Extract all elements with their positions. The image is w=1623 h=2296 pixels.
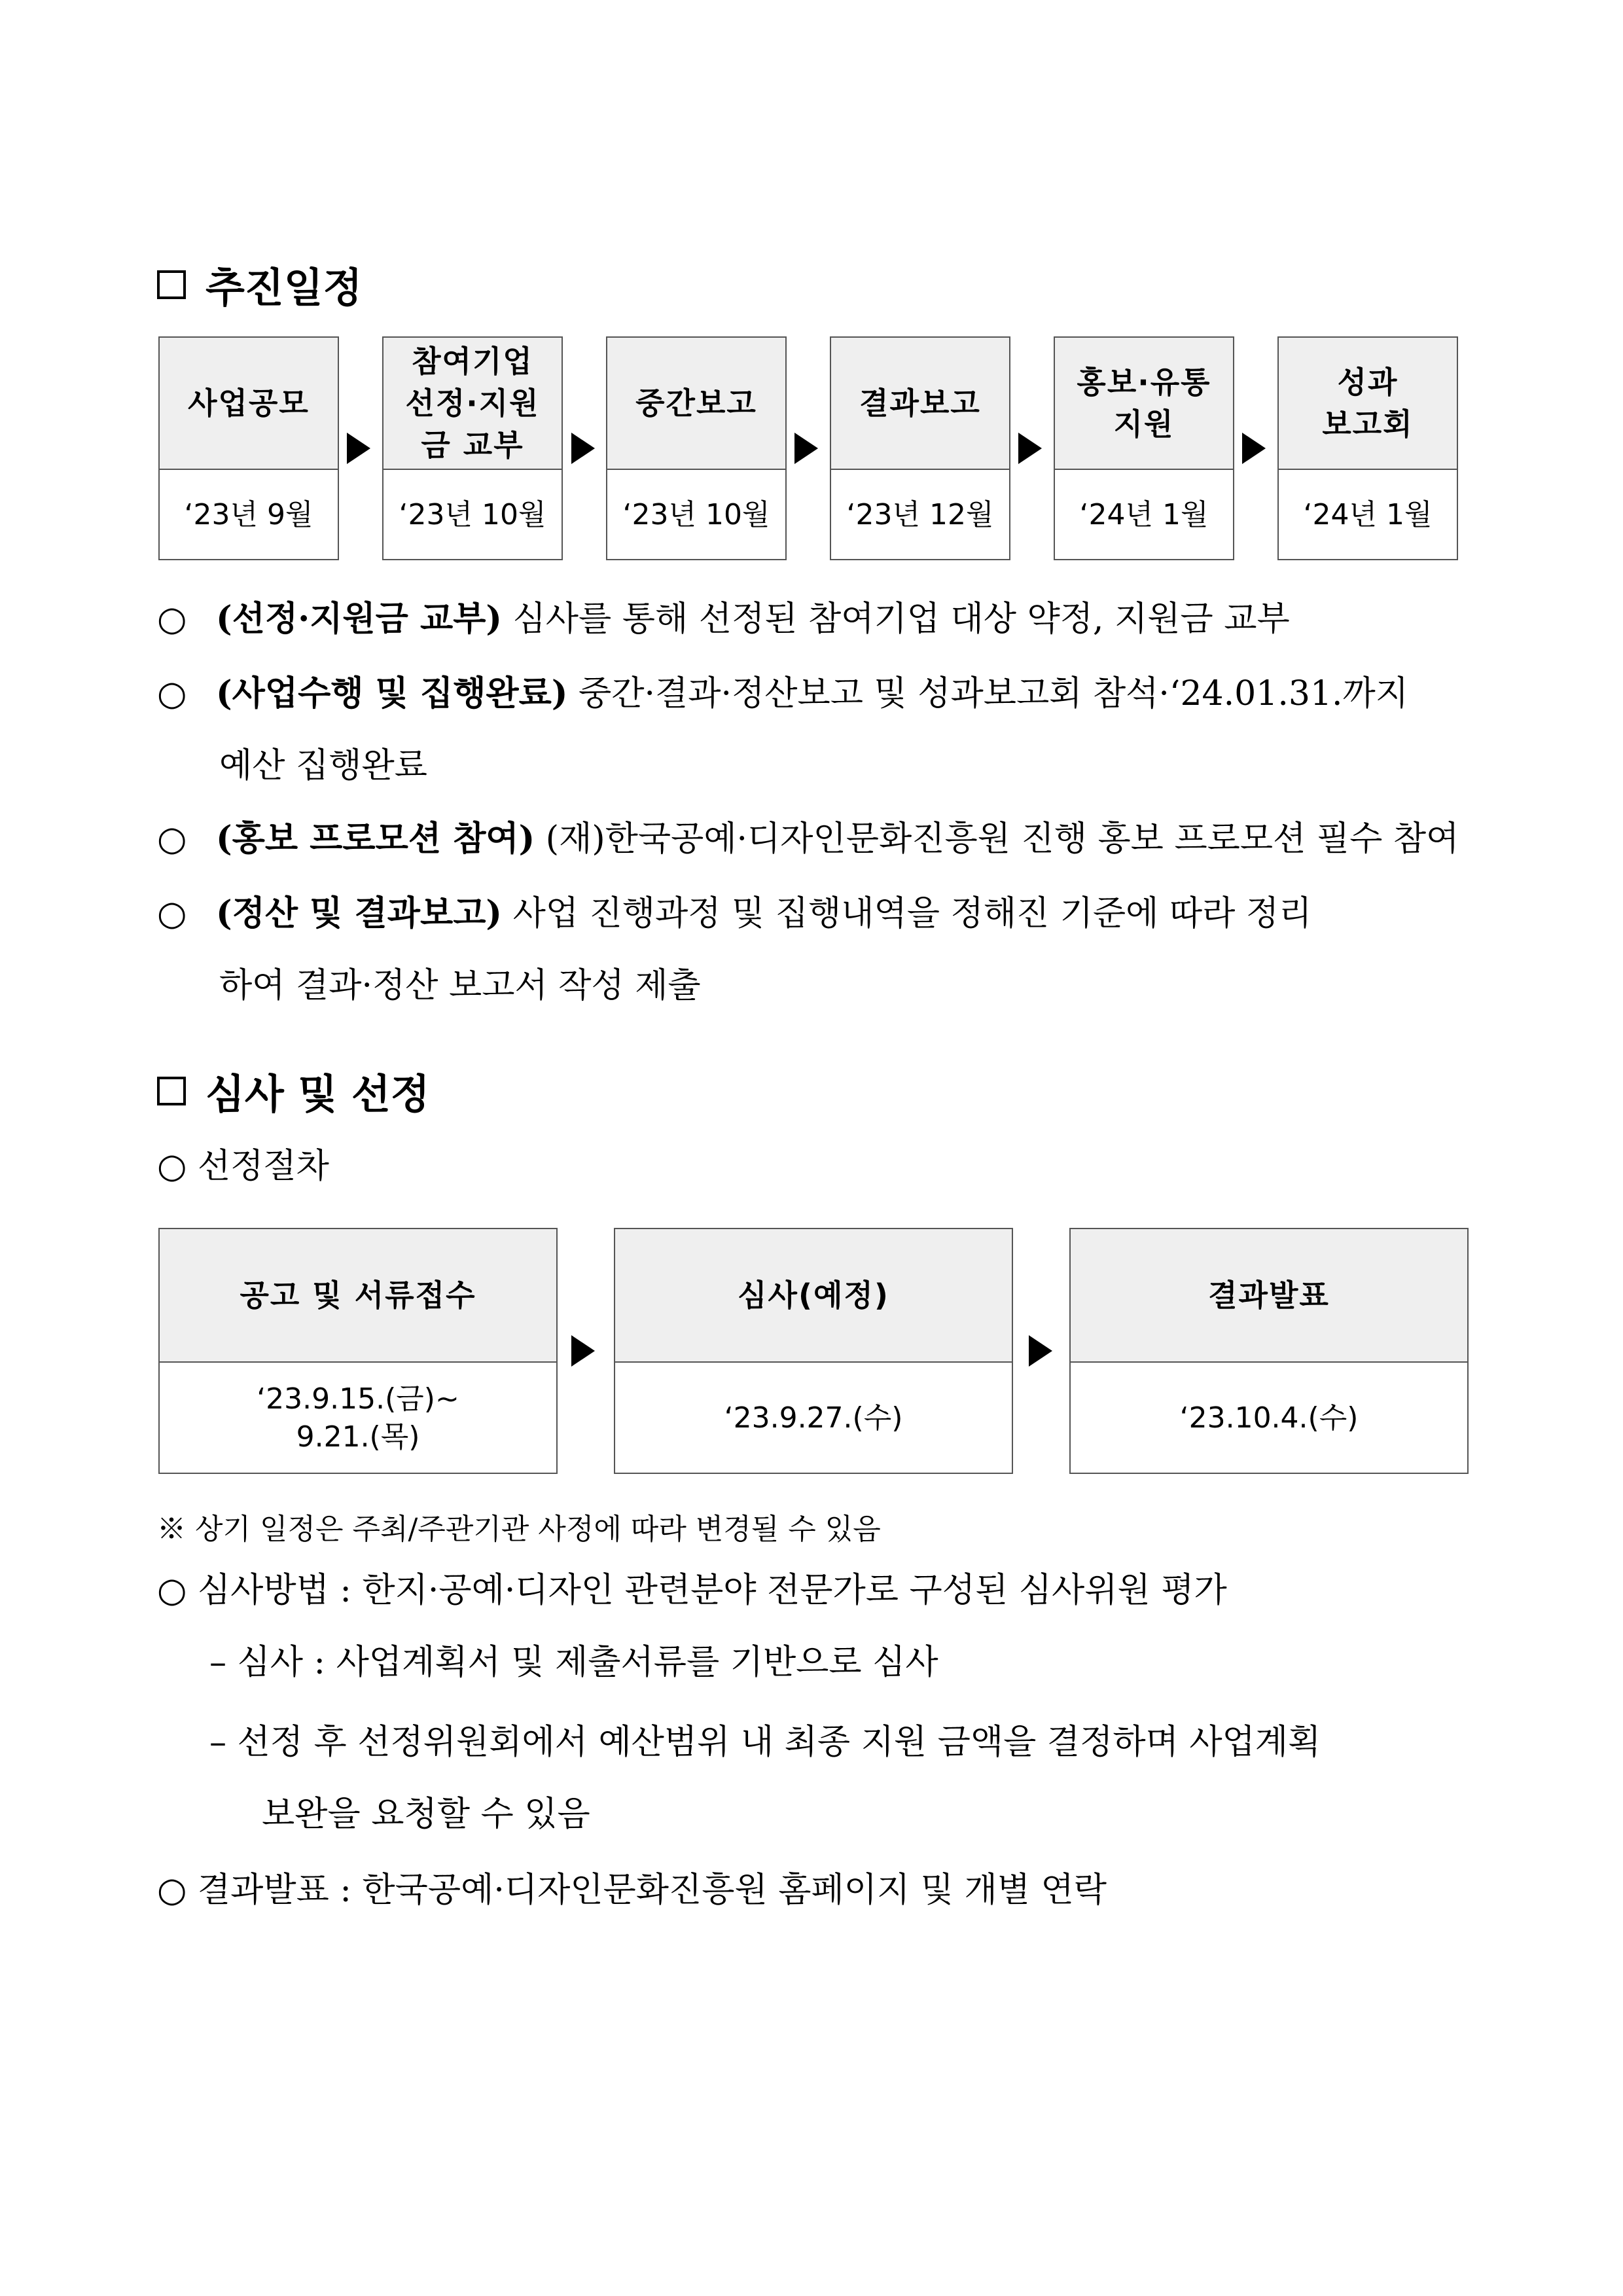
review-sub-item-continuation: 보완을 요청할 수 있음 <box>262 1795 590 1834</box>
schedule-step <box>1277 336 1458 560</box>
schedule-step <box>382 336 563 560</box>
step-label: 심사(예정) <box>615 1229 1012 1363</box>
section-title-text: 심사 및 선정 <box>205 1070 430 1118</box>
step-date: ‘24년 1월 <box>1303 498 1433 531</box>
review-method: ○ 심사방법 : 한지·공예·디자인 관련분야 전문가로 구성된 심사위원 평가 <box>157 1571 1227 1610</box>
schedule-note: ※ 상기 일정은 주최/주관기관 사정에 따라 변경될 수 있음 <box>157 1513 881 1546</box>
arrow-right-icon <box>794 433 818 464</box>
schedule-step <box>606 336 787 560</box>
step-label: 홍보·유통 지원 <box>1055 338 1233 470</box>
step-date: ‘23년 12월 <box>846 498 994 531</box>
arrow-right-icon <box>1242 433 1266 464</box>
schedule-step <box>1054 336 1234 560</box>
review-sub-item: – 심사 : 사업계획서 및 제출서류를 기반으로 심사 <box>209 1643 938 1682</box>
step-date: ‘24년 1월 <box>1079 498 1209 531</box>
arrow-right-icon <box>1029 1335 1052 1367</box>
step-label: 성과 보고회 <box>1279 338 1457 470</box>
selection-step <box>1069 1228 1469 1474</box>
step-label: 사업공모 <box>160 338 338 470</box>
arrow-right-icon <box>347 433 370 464</box>
checkbox-icon <box>157 1077 186 1105</box>
step-date: ‘23.9.27.(수) <box>724 1401 903 1435</box>
bullet-continuation: 하여 결과·정산 보고서 작성 제출 <box>219 966 701 1005</box>
step-label: 결과보고 <box>831 338 1009 470</box>
step-label: 중간보고 <box>607 338 785 470</box>
step-date: ‘23.9.15.(금)~ 9.21.(목) <box>257 1382 459 1454</box>
arrow-right-icon <box>1018 433 1042 464</box>
step-date: ‘23.10.4.(수) <box>1179 1401 1359 1435</box>
section-title-review <box>157 1062 430 1120</box>
section-title-schedule <box>157 255 363 314</box>
selection-step <box>614 1228 1013 1474</box>
procedure-label: ○ 선정절차 <box>157 1147 329 1186</box>
selection-step <box>158 1228 558 1474</box>
bullet-item: ○ (홍보 프로모션 참여) (재)한국공예·디자인문화진흥원 진행 홍보 프로모션 필수 참여 <box>157 819 1459 859</box>
bullet-continuation: 예산 집행완료 <box>219 746 427 785</box>
schedule-step <box>158 336 339 560</box>
schedule-step <box>830 336 1010 560</box>
review-sub-item: – 선정 후 선정위원회에서 예산범위 내 최종 지원 금액을 결정하며 사업계획 <box>209 1723 1321 1762</box>
step-date: ‘23년 9월 <box>184 498 313 531</box>
result-announcement: ○ 결과발표 : 한국공예·디자인문화진흥원 홈페이지 및 개별 연락 <box>157 1871 1107 1910</box>
bullet-item: ○ (사업수행 및 집행완료) 중간·결과·정산보고 및 성과보고회 참석·‘24.01.31.까지 예산 집행완료 <box>157 674 1472 785</box>
bullet-item: ○ (선정·지원금 교부) 심사를 통해 선정된 참여기업 대상 약정, 지원금 교부 <box>157 599 1290 639</box>
arrow-right-icon <box>571 1335 595 1367</box>
step-label: 참여기업 선정·지원 금 교부 <box>383 338 562 470</box>
section-title-text: 추진일정 <box>205 264 363 312</box>
step-date: ‘23년 10월 <box>399 498 546 531</box>
bullet-item: ○ (정산 및 결과보고) 사업 진행과정 및 집행내역을 정해진 기준에 따라 정리 하여 결과·정산 보고서 작성 제출 <box>157 894 1472 1005</box>
step-label: 공고 및 서류접수 <box>160 1229 556 1363</box>
arrow-right-icon <box>571 433 595 464</box>
checkbox-icon <box>157 270 186 299</box>
step-label: 결과발표 <box>1071 1229 1467 1363</box>
step-date: ‘23년 10월 <box>622 498 770 531</box>
